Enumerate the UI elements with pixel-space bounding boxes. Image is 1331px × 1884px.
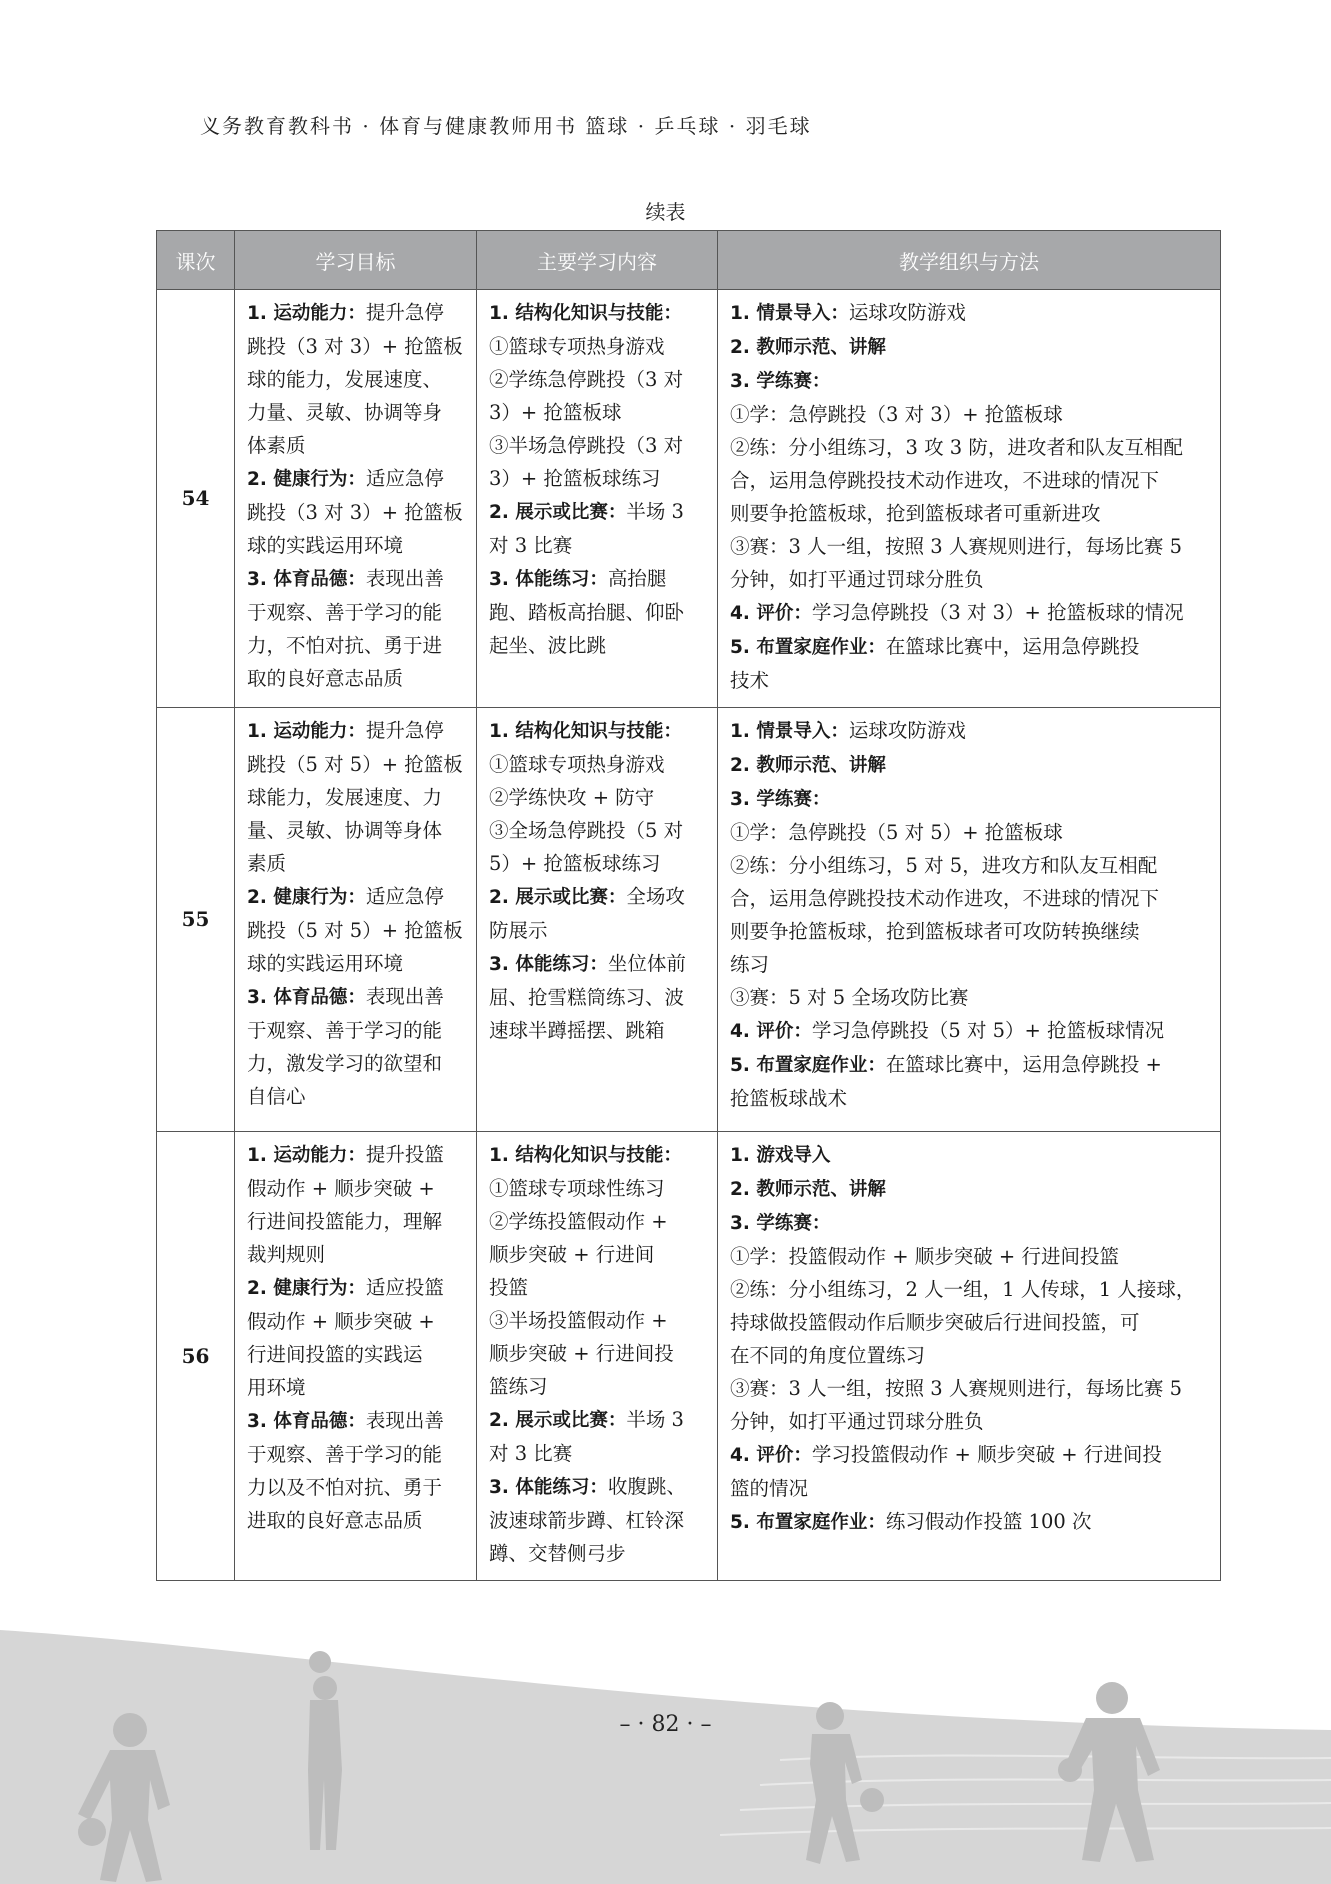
content-item-label: 3. 体能练习： [489,569,608,590]
content-item-text: 半场 3 [626,1408,684,1431]
methods-item [730,1206,1210,1240]
cell-content [477,708,718,1132]
content-item-text: 波速球箭步蹲、杠铃深 [489,1509,685,1532]
methods-item [730,714,1210,748]
table-row [157,1132,1221,1581]
goals-item-text: 假动作 + 顺步突破 + [247,1310,435,1333]
goals-item-label: 1. 运动能力： [247,1145,366,1166]
content-item-text: ③半场投篮假动作 + [489,1309,668,1332]
content-item-label: 3. 体能练习： [489,954,608,975]
methods-item-label: 1. 游戏导入 [730,1145,831,1166]
goals-item-text: 表现出善 [365,985,444,1008]
table-header-row [157,231,1221,290]
content-item-label: 1. 结构化知识与技能： [489,303,682,324]
cell-content [477,290,718,708]
content-item-text: ①篮球专项热身游戏 [489,335,665,358]
goals-item-text: 于观察、善于学习的能 [247,1019,443,1042]
cell-content [477,1132,718,1581]
goals-item-label: 2. 健康行为： [247,887,366,908]
goals-item-text: 提升投篮 [365,1143,444,1166]
goals-item [247,714,466,748]
methods-item [730,1048,1210,1082]
methods-item [730,1172,1210,1206]
methods-item-text: 分钟，如打平通过罚球分胜负 [730,1410,984,1433]
content-item-text: ①篮球专项球性练习 [489,1177,665,1200]
methods-item-text: 练习假动作投篮 100 次 [885,1510,1092,1533]
goals-item-text: 进取的良好意志品质 [247,1509,423,1532]
methods-item-text: 抢篮板球战术 [730,1087,848,1110]
content-item-text: 坐位体前 [607,952,686,975]
methods-item-text: 在篮球比赛中，运用急停跳投 [885,635,1140,658]
lesson-number: 56 [157,1132,235,1581]
goals-item-text: 提升急停 [365,719,444,742]
goals-item-text: 球的能力，发展速度、 [247,368,443,391]
goals-item [247,880,466,914]
goals-item-text: 行进间投篮能力，理解 [247,1210,443,1233]
running-header: 义务教育教科书 · 体育与健康教师用书 篮球 · 乒乓球 · 羽毛球 [200,114,812,138]
methods-item-text: ①学：急停跳投（5 对 5）+ 抢篮板球 [730,821,1063,844]
methods-item-label: 4. 评价： [730,1021,812,1042]
content-item-label: 2. 展示或比赛： [489,1410,627,1431]
methods-item-text: 技术 [730,669,770,692]
methods-item-text: 篮的情况 [730,1477,809,1500]
methods-item-label: 4. 评价： [730,1445,812,1466]
methods-item-text: 练习 [730,953,770,976]
content-item [489,880,707,914]
content-item [489,495,707,529]
goals-item-text: 自信心 [247,1085,306,1108]
content-item-text: 跑、踏板高抬腿、仰卧 [489,601,685,624]
goals-item-label: 3. 体育品德： [247,987,366,1008]
methods-item-text: ③赛：5 对 5 全场攻防比赛 [730,986,969,1009]
methods-item-label: 3. 学练赛： [730,789,831,810]
cell-goals [235,708,477,1132]
goals-item-text: 球的实践运用环境 [247,952,404,975]
goals-item-label: 2. 健康行为： [247,469,366,490]
methods-item [730,782,1210,816]
column-header-goals: 学习目标 [235,231,477,290]
content-item [489,1470,707,1504]
continued-label: 续表 [645,200,686,224]
footer-decoration [0,1610,1331,1884]
content-item-text: 对 3 比赛 [489,1442,573,1465]
column-header-lesson: 课次 [157,231,235,290]
methods-item [730,1138,1210,1172]
goals-item [247,980,466,1014]
methods-item-text: 在篮球比赛中，运用急停跳投 + [885,1053,1162,1076]
content-item-text: 对 3 比赛 [489,534,573,557]
goals-item-text: 于观察、善于学习的能 [247,601,443,624]
goals-item-text: 跳投（3 对 3）+ 抢篮板 [247,335,463,358]
methods-item [730,1438,1210,1472]
goals-item [247,1404,466,1438]
lesson-number: 55 [157,708,235,1132]
content-item-text: 收腹跳、 [607,1475,686,1498]
cell-methods [718,1132,1221,1581]
methods-item-label: 2. 教师示范、讲解 [730,1179,886,1200]
goals-item-text: 力量、灵敏、协调等身 [247,401,443,424]
content-item-text: ③半场急停跳投（3 对 [489,434,684,457]
methods-item-label: 5. 布置家庭作业： [730,1055,886,1076]
goals-item-text: 适应急停 [365,467,444,490]
goals-item-label: 1. 运动能力： [247,303,366,324]
methods-item [730,330,1210,364]
lesson-number: 54 [157,290,235,708]
content-item [489,1403,707,1437]
methods-item-text: 运球攻防游戏 [848,301,966,324]
goals-item-text: 表现出善 [365,1409,444,1432]
methods-item-label: 4. 评价： [730,603,812,624]
methods-item [730,596,1210,630]
methods-item-label: 5. 布置家庭作业： [730,637,886,658]
methods-item-label: 1. 情景导入： [730,303,849,324]
goals-item-text: 假动作 + 顺步突破 + [247,1177,435,1200]
content-item-text: 投篮 [489,1276,529,1299]
content-item-text: 半场 3 [626,500,684,523]
methods-item-text: 持球做投篮假动作后顺步突破后行进间投篮，可 [730,1311,1140,1334]
methods-item-text: 分钟，如打平通过罚球分胜负 [730,568,984,591]
methods-item-text: ②练：分小组练习，5 对 5，进攻方和队友互相配 [730,854,1158,877]
methods-item-text: 学习急停跳投（5 对 5）+ 抢篮板球情况 [811,1019,1165,1042]
content-item-label: 2. 展示或比赛： [489,887,627,908]
content-item-text: 5）+ 抢篮板球练习 [489,852,661,875]
content-item-text: 屈、抢雪糕筒练习、波 [489,986,685,1009]
column-header-methods: 教学组织与方法 [718,231,1221,290]
goals-item-text: 用环境 [247,1376,306,1399]
methods-item-text: 合，运用急停跳投技术动作进攻，不进球的情况下 [730,887,1160,910]
goals-item [247,1138,466,1172]
methods-item-text: 则要争抢篮板球，抢到篮板球者可攻防转换继续 [730,920,1140,943]
table-row [157,708,1221,1132]
content-item-text: 3）+ 抢篮板球 [489,401,622,424]
methods-item [730,364,1210,398]
content-item-label: 2. 展示或比赛： [489,502,627,523]
content-item-text: 高抬腿 [607,567,667,590]
goals-item-text: 跳投（5 对 5）+ 抢篮板 [247,919,463,942]
methods-item [730,630,1210,664]
methods-item-text: ③赛：3 人一组，按照 3 人赛规则进行，每场比赛 5 [730,1377,1183,1400]
methods-item-text: ②练：分小组练习，2 人一组，1 人传球，1 人接球， [730,1278,1196,1301]
content-item-text: 速球半蹲摇摆、跳箱 [489,1019,665,1042]
content-item-text: 蹲、交替侧弓步 [489,1542,626,1565]
content-item-label: 1. 结构化知识与技能： [489,1145,682,1166]
methods-item-text: ③赛：3 人一组，按照 3 人赛规则进行，每场比赛 5 [730,535,1183,558]
methods-item-text: 则要争抢篮板球，抢到篮板球者可重新进攻 [730,502,1101,525]
content-item-text: 3）+ 抢篮板球练习 [489,467,661,490]
goals-item-text: 力以及不怕对抗、勇于 [247,1476,443,1499]
content-item-text: ③全场急停跳投（5 对 [489,819,684,842]
goals-item-text: 量、灵敏、协调等身体 [247,819,443,842]
goals-item-text: 适应急停 [365,885,444,908]
lesson-plan-table [156,230,1221,1581]
content-item-text: 防展示 [489,919,548,942]
cell-goals [235,290,477,708]
goals-item-text: 球的实践运用环境 [247,534,404,557]
goals-item [247,562,466,596]
content-item [489,947,707,981]
content-item-label: 3. 体能练习： [489,1477,608,1498]
methods-item-label: 3. 学练赛： [730,1213,831,1234]
methods-item [730,1505,1210,1539]
content-item [489,562,707,596]
methods-item-text: ①学：急停跳投（3 对 3）+ 抢篮板球 [730,403,1063,426]
goals-item [247,462,466,496]
goals-item-label: 3. 体育品德： [247,1411,366,1432]
table-row [157,290,1221,708]
methods-item-text: 在不同的角度位置练习 [730,1344,926,1367]
goals-item-text: 跳投（5 对 5）+ 抢篮板 [247,753,463,776]
page-number: – · 82 · – [619,1712,712,1737]
goals-item-text: 体素质 [247,434,306,457]
methods-item-label: 3. 学练赛： [730,371,831,392]
content-item [489,296,707,330]
methods-item [730,296,1210,330]
goals-item-text: 裁判规则 [247,1243,326,1266]
goals-item-label: 2. 健康行为： [247,1278,366,1299]
goals-item-text: 跳投（3 对 3）+ 抢篮板 [247,501,463,524]
content-item-text: ②学练投篮假动作 + [489,1210,668,1233]
methods-item-label: 5. 布置家庭作业： [730,1512,886,1533]
content-item [489,1138,707,1172]
methods-item-text: 合，运用急停跳投技术动作进攻，不进球的情况下 [730,469,1160,492]
goals-item-text: 于观察、善于学习的能 [247,1443,443,1466]
content-item-text: ②学练急停跳投（3 对 [489,368,684,391]
column-header-content: 主要学习内容 [477,231,718,290]
methods-item-label: 2. 教师示范、讲解 [730,337,886,358]
cell-methods [718,290,1221,708]
goals-item [247,296,466,330]
goals-item-text: 球能力，发展速度、力 [247,786,443,809]
goals-item-text: 提升急停 [365,301,444,324]
content-item-label: 1. 结构化知识与技能： [489,721,682,742]
content-item-text: 顺步突破 + 行进间投 [489,1342,674,1365]
content-item-text: 篮练习 [489,1375,548,1398]
goals-item-text: 力，不怕对抗、勇于进 [247,634,443,657]
goals-item-text: 力，激发学习的欲望和 [247,1052,443,1075]
content-item-text: 起坐、波比跳 [489,634,607,657]
content-item-text: ①篮球专项热身游戏 [489,753,665,776]
content-item-text: 顺步突破 + 行进间 [489,1243,655,1266]
methods-item [730,748,1210,782]
goals-item-text: 取的良好意志品质 [247,667,404,690]
goals-item-label: 3. 体育品德： [247,569,366,590]
content-item [489,714,707,748]
cell-methods [718,708,1221,1132]
goals-item [247,1271,466,1305]
methods-item-text: 运球攻防游戏 [848,719,966,742]
cell-goals [235,1132,477,1581]
methods-item-text: 学习急停跳投（3 对 3）+ 抢篮板球的情况 [811,601,1184,624]
methods-item-text: 学习投篮假动作 + 顺步突破 + 行进间投 [811,1443,1162,1466]
goals-item-text: 适应投篮 [365,1276,444,1299]
content-item-text: ②学练快攻 + 防守 [489,786,655,809]
goals-item-label: 1. 运动能力： [247,721,366,742]
methods-item-label: 1. 情景导入： [730,721,849,742]
goals-item-text: 表现出善 [365,567,444,590]
methods-item [730,1014,1210,1048]
goals-item-text: 素质 [247,852,287,875]
content-item-text: 全场攻 [626,885,685,908]
methods-item-text: ②练：分小组练习，3 攻 3 防，进攻者和队友互相配 [730,436,1183,459]
methods-item-text: ①学：投篮假动作 + 顺步突破 + 行进间投篮 [730,1245,1119,1268]
goals-item-text: 行进间投篮的实践运 [247,1343,423,1366]
methods-item-label: 2. 教师示范、讲解 [730,755,886,776]
